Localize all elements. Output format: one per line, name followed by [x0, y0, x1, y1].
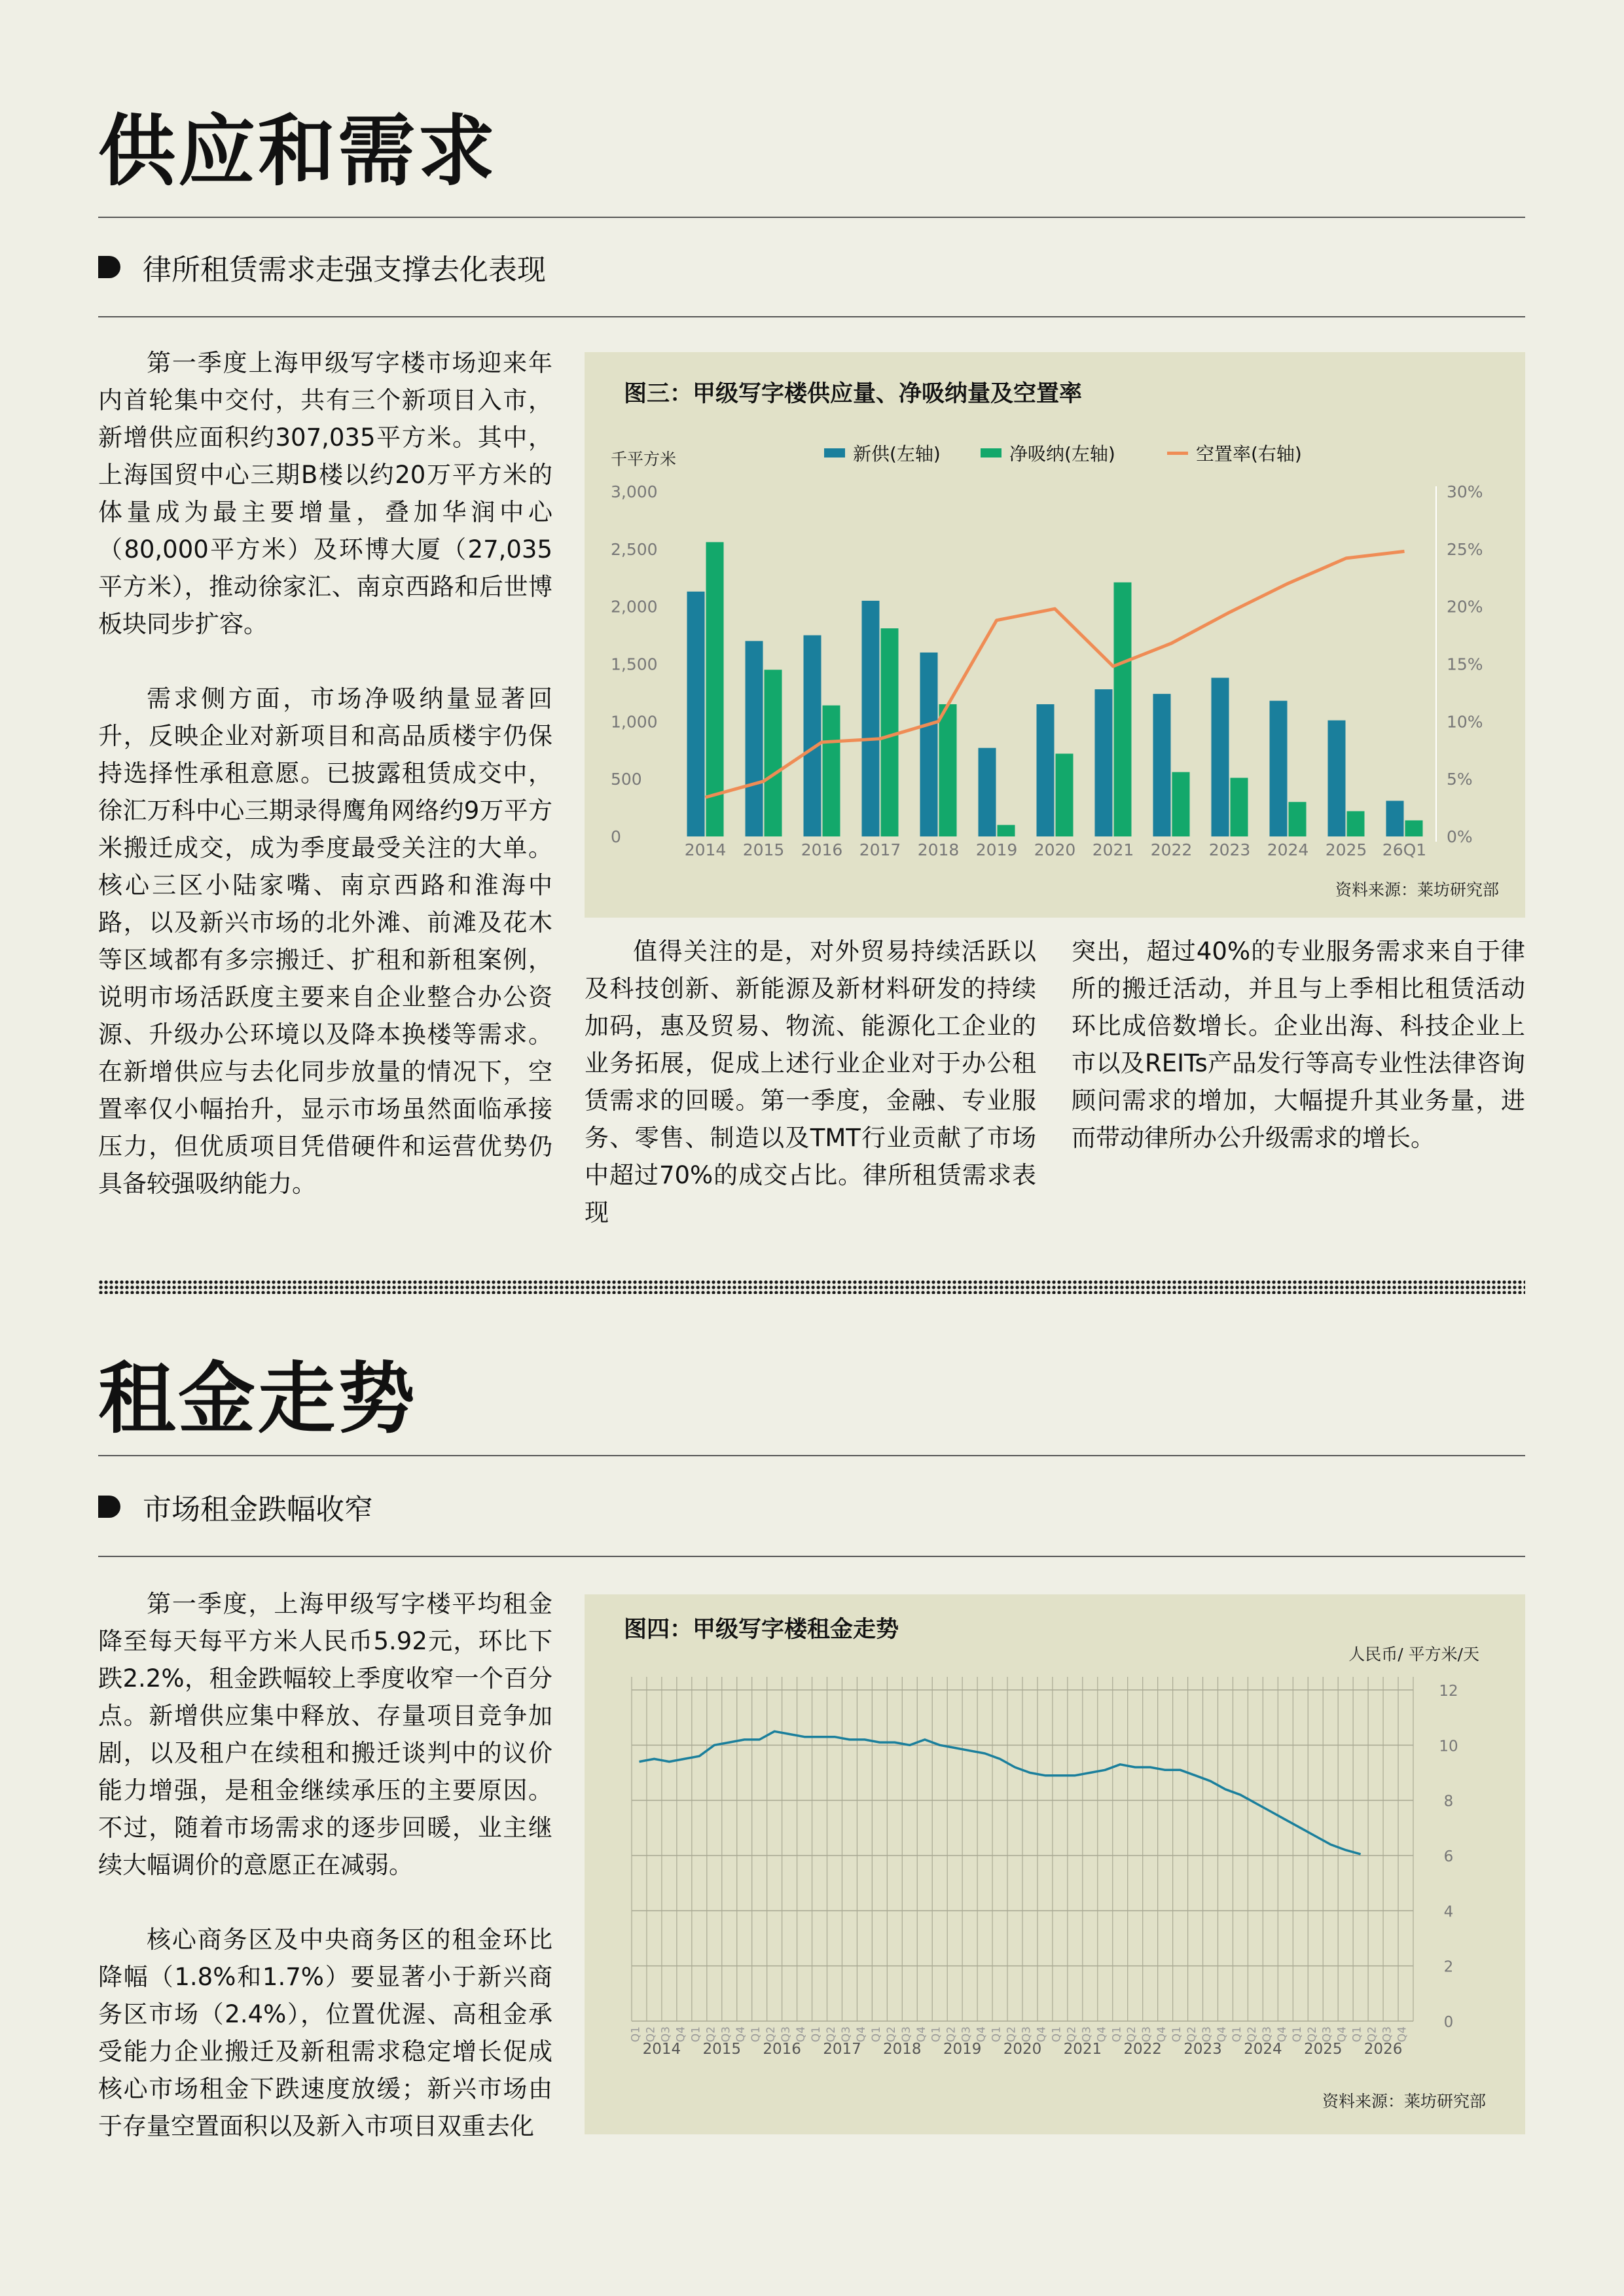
bar: [1037, 704, 1055, 836]
bar: [920, 653, 938, 836]
y-tick-label: 1,000: [611, 712, 658, 732]
x-tick-label: 2021: [1092, 840, 1134, 859]
section-title-supply-demand: 供应和需求: [98, 106, 498, 196]
x-quarter-label: Q2: [1245, 2026, 1259, 2043]
x-quarter-label: Q4: [1035, 2026, 1049, 2043]
bar: [979, 748, 996, 836]
x-quarter-label: Q3: [899, 2026, 913, 2043]
x-year-label: 2016: [763, 2041, 801, 2058]
bar: [687, 592, 705, 836]
x-tick-label: 2023: [1208, 840, 1251, 859]
paragraph: 需求侧方面，市场净吸纳量显著回升，反映企业对新项目和高品质楼宇仍保持选择性承租意愿。已披露租赁成交中，徐汇万科中心三期录得鹰角网络约9万平方米搬迁成交，成为季度最受关注的大单。核心三区小陆家嘴、南京西路和淮海中路，以及新兴市场的北外滩、前滩及花木等区域都有多宗搬迁、扩租和新租案例，说明市场活跃度主要来自企业整合办公资源、升级办公环境以及降本换楼等需求。在新增供应与去化同步放量的情况下，空置率仅小幅抬升，显示市场虽然面临承接压力，但优质项目凭借硬件和运营优势仍具备较强吸纳能力。: [98, 685, 552, 1198]
x-tick-label: 2019: [975, 840, 1018, 859]
x-year-label: 2020: [1003, 2041, 1042, 2058]
chart3-plot: [585, 352, 1525, 918]
y-tick-label: 0: [611, 827, 621, 846]
x-quarter-label: Q4: [975, 2026, 988, 2043]
bar: [765, 670, 782, 836]
x-quarter-label: Q3: [839, 2026, 853, 2043]
x-quarter-label: Q4: [674, 2026, 688, 2043]
chart4-panel: [585, 1594, 1525, 2134]
x-year-label: 2018: [883, 2041, 922, 2058]
x-quarter-label: Q4: [1095, 2026, 1109, 2043]
legend-label: 净吸纳(左轴): [1009, 443, 1115, 465]
x-quarter-label: Q1: [749, 2026, 763, 2043]
x-quarter-label: Q1: [929, 2026, 943, 2043]
y-tick-label: 12: [1439, 1683, 1458, 1700]
y-tick-label: 6: [1443, 1848, 1454, 1865]
x-quarter-label: Q4: [1275, 2026, 1289, 2043]
x-quarter-label: Q2: [644, 2026, 658, 2043]
divider: [98, 217, 1525, 218]
x-tick-label: 2022: [1150, 840, 1193, 859]
x-quarter-label: Q2: [945, 2026, 958, 2043]
text-column-right: [1072, 933, 1525, 1157]
bar: [804, 636, 821, 836]
paragraph: 第一季度，上海甲级写字楼平均租金降至每天每平方米人民币5.92元，环比下跌2.2%，租金跌幅较上季度收窄一个百分点。新增供应集中释放、存量项目竞争加剧，以及租户在续租和搬迁谈判中的议价能力增强，是租金继续承压的主要原因。不过，随着市场需求的逐步回暖，业主继续大幅调价的意愿正在减弱。: [98, 1590, 552, 1879]
x-quarter-label: Q3: [960, 2026, 973, 2043]
x-quarter-label: Q1: [1050, 2026, 1064, 2043]
x-quarter-label: Q1: [629, 2026, 643, 2043]
y-axis-unit: 人民币/ 平方米/天: [1348, 1645, 1479, 1664]
bar: [1212, 678, 1229, 836]
x-quarter-label: Q4: [1215, 2026, 1229, 2043]
text-column-mid: [585, 933, 1036, 1231]
x-quarter-label: Q3: [1260, 2026, 1274, 2043]
y-tick-label: 3,000: [611, 482, 658, 501]
y2-tick-label: 15%: [1447, 655, 1483, 674]
paragraph: 核心商务区及中央商务区的租金环比降幅（1.8%和1.7%）要显著小于新兴商务区市场（2.4%），位置优渥、高租金承受能力企业搬迁及新租需求稳定增长促成核心市场租金下跌速度放缓；新兴市场由于存量空置面积以及新入市项目双重去化: [98, 1926, 552, 2140]
x-year-label: 2015: [702, 2041, 742, 2058]
legend-label: 空置率(右轴): [1196, 443, 1302, 465]
divider: [98, 1455, 1525, 1456]
bar: [1172, 772, 1190, 836]
x-quarter-label: Q4: [734, 2026, 748, 2043]
x-year-label: 2026: [1363, 2041, 1403, 2058]
y-axis-unit: 千平方米: [611, 450, 677, 469]
bar: [1347, 811, 1365, 836]
x-tick-label: 26Q1: [1382, 840, 1427, 859]
y-tick-label: 500: [611, 770, 642, 789]
x-year-label: 2024: [1244, 2041, 1282, 2058]
chart3-panel: [585, 352, 1525, 918]
bar: [862, 601, 880, 836]
y-tick-label: 1,500: [611, 655, 658, 674]
section-title-rent-trend: 租金走势: [98, 1354, 418, 1444]
x-tick-label: 2025: [1325, 840, 1367, 859]
y2-tick-label: 5%: [1447, 770, 1473, 789]
x-quarter-label: Q4: [1335, 2026, 1349, 2043]
y2-tick-label: 30%: [1447, 482, 1483, 501]
bar: [1114, 583, 1132, 836]
subtitle-text: 律所租赁需求走强支撑去化表现: [143, 253, 546, 287]
y-tick-label: 2,000: [611, 597, 658, 617]
x-year-label: 2023: [1183, 2041, 1222, 2058]
y-tick-label: 2: [1443, 1958, 1454, 1976]
bar: [939, 704, 957, 836]
bar: [998, 825, 1015, 836]
text-column-left: [98, 344, 552, 1202]
bar: [823, 706, 840, 836]
section-subtitle: [98, 246, 546, 288]
bar: [1153, 694, 1171, 836]
x-quarter-label: Q4: [914, 2026, 928, 2043]
x-year-label: 2017: [823, 2041, 861, 2058]
y-tick-label: 8: [1443, 1793, 1454, 1810]
x-quarter-label: Q1: [1110, 2026, 1124, 2043]
x-quarter-label: Q2: [765, 2026, 778, 2043]
bar: [1270, 701, 1288, 836]
section-subtitle: [98, 1486, 373, 1528]
chart4-title: 图四：甲级写字楼租金走势: [624, 1617, 899, 1643]
y2-tick-label: 20%: [1447, 597, 1483, 617]
y2-tick-label: 10%: [1447, 712, 1483, 732]
x-quarter-label: Q3: [1080, 2026, 1094, 2043]
x-quarter-label: Q3: [1320, 2026, 1334, 2043]
bar: [1231, 778, 1248, 836]
chart3-title: 图三：甲级写字楼供应量、净吸纳量及空置率: [624, 381, 1083, 407]
bar: [1056, 754, 1074, 836]
text-column-left: [98, 1585, 552, 2145]
bar: [1386, 801, 1404, 836]
bar: [1328, 721, 1346, 836]
x-year-label: 2021: [1063, 2041, 1102, 2058]
bar: [1289, 802, 1307, 836]
x-tick-label: 2016: [801, 840, 843, 859]
bullet-marker-icon: [98, 256, 120, 278]
y-tick-label: 0: [1443, 2014, 1454, 2031]
x-tick-label: 2024: [1267, 840, 1309, 859]
x-quarter-label: Q2: [884, 2026, 898, 2043]
x-quarter-label: Q1: [1170, 2026, 1184, 2043]
x-quarter-label: Q2: [1185, 2026, 1199, 2043]
x-quarter-label: Q3: [659, 2026, 673, 2043]
legend-label: 新供(左轴): [853, 443, 941, 465]
x-quarter-label: Q1: [689, 2026, 703, 2043]
x-quarter-label: Q3: [719, 2026, 733, 2043]
x-year-label: 2022: [1123, 2041, 1162, 2058]
rent-line: [640, 1731, 1361, 1854]
bar: [1405, 820, 1423, 836]
x-quarter-label: Q2: [1065, 2026, 1079, 2043]
bullet-marker-icon: [98, 1496, 120, 1518]
x-year-label: 2025: [1303, 2041, 1343, 2058]
x-quarter-label: Q1: [1230, 2026, 1244, 2043]
paragraph: 第一季度上海甲级写字楼市场迎来年内首轮集中交付，共有三个新项目入市，新增供应面积约307,035平方米。其中，上海国贸中心三期B楼以约20万平方米的体量成为最主要增量，叠加华润中心（80,000平方米）及环博大厦（27,035平方米），推动徐家汇、南京西路和后世博板块同步扩容。: [98, 349, 552, 638]
x-year-label: 2019: [943, 2041, 982, 2058]
x-quarter-label: Q1: [1290, 2026, 1304, 2043]
chart4-source: 资料来源：莱坊研究部: [1322, 2092, 1486, 2111]
x-quarter-label: Q3: [1020, 2026, 1034, 2043]
x-quarter-label: Q1: [869, 2026, 883, 2043]
y2-tick-label: 0%: [1447, 827, 1473, 846]
x-quarter-label: Q3: [780, 2026, 793, 2043]
x-quarter-label: Q2: [704, 2026, 718, 2043]
x-quarter-label: Q4: [854, 2026, 868, 2043]
divider: [98, 316, 1525, 317]
x-quarter-label: Q2: [1005, 2026, 1019, 2043]
x-quarter-label: Q1: [1350, 2026, 1364, 2043]
y2-tick-label: 25%: [1447, 539, 1483, 559]
section-separator: [98, 1280, 1525, 1294]
bar: [746, 641, 763, 836]
x-quarter-label: Q3: [1200, 2026, 1214, 2043]
divider: [98, 1556, 1525, 1557]
x-quarter-label: Q2: [1365, 2026, 1379, 2043]
x-quarter-label: Q3: [1140, 2026, 1154, 2043]
subtitle-text: 市场租金跌幅收窄: [143, 1493, 373, 1526]
x-quarter-label: Q1: [990, 2026, 1003, 2043]
x-quarter-label: Q2: [824, 2026, 838, 2043]
x-tick-label: 2018: [917, 840, 960, 859]
x-quarter-label: Q2: [1305, 2026, 1319, 2043]
x-tick-label: 2020: [1034, 840, 1076, 859]
y-tick-label: 4: [1443, 1903, 1454, 1921]
x-quarter-label: Q1: [810, 2026, 823, 2043]
chart4-plot: [585, 1594, 1525, 2134]
x-quarter-label: Q3: [1380, 2026, 1394, 2043]
chart3-source: 资料来源：莱坊研究部: [1335, 880, 1499, 899]
x-quarter-label: Q4: [1396, 2026, 1409, 2043]
x-tick-label: 2015: [742, 840, 785, 859]
x-quarter-label: Q4: [795, 2026, 808, 2043]
x-tick-label: 2014: [684, 840, 727, 859]
x-tick-label: 2017: [859, 840, 901, 859]
x-year-label: 2014: [642, 2041, 681, 2058]
x-quarter-label: Q2: [1125, 2026, 1139, 2043]
x-quarter-label: Q4: [1155, 2026, 1169, 2043]
bar: [1095, 689, 1113, 836]
y-tick-label: 10: [1439, 1738, 1458, 1755]
y-tick-label: 2,500: [611, 539, 658, 559]
paragraph: 突出，超过40%的专业服务需求来自于律所的搬迁活动，并且与上季相比租赁活动环比成倍数增长。企业出海、科技企业上市以及REITs产品发行等高专业性法律咨询顾问需求的增加，大幅提升其业务量，进而带动律所办公升级需求的增长。: [1072, 937, 1525, 1152]
paragraph: 值得关注的是，对外贸易持续活跃以及科技创新、新能源及新材料研发的持续加码，惠及贸易、物流、能源化工企业的业务拓展，促成上述行业企业对于办公租赁需求的回暖。第一季度，金融、专业服务、零售、制造以及TMT行业贡献了市场中超过70%的成交占比。律所租赁需求表现: [585, 937, 1036, 1227]
